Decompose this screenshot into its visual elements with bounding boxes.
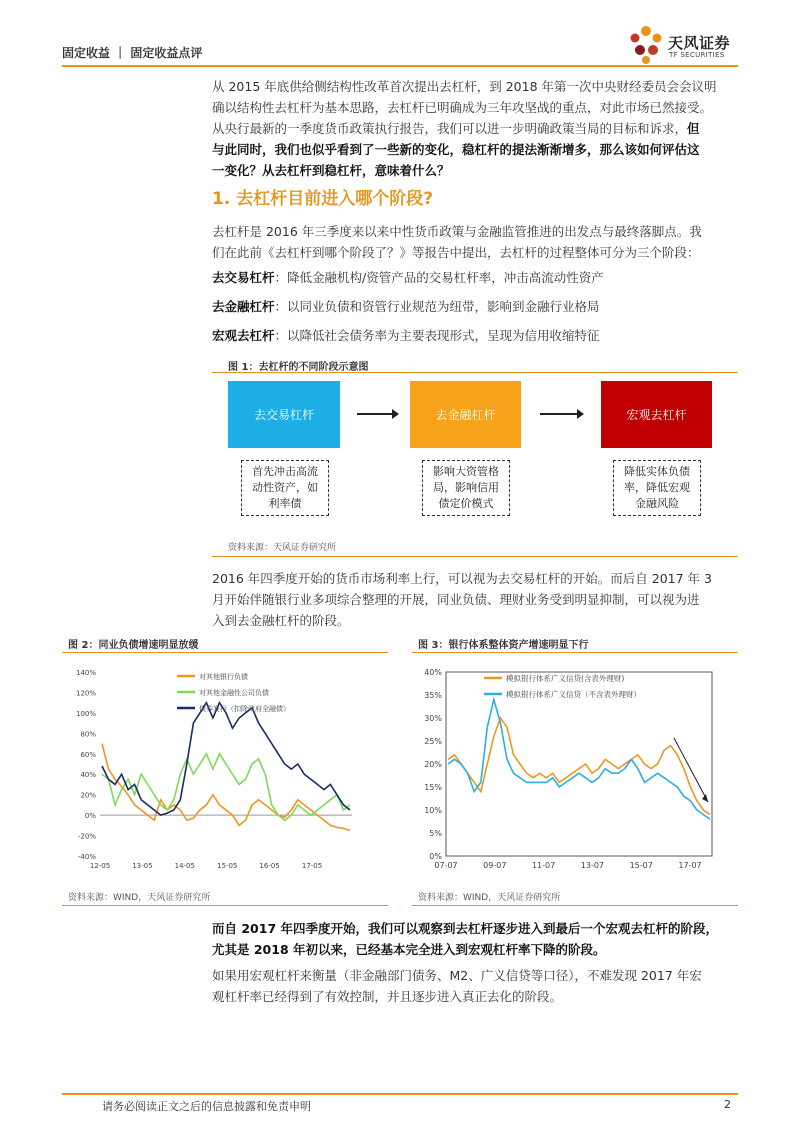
figure1-bottom-rule	[212, 556, 738, 557]
figure3-top-rule	[412, 652, 738, 653]
page-number: 2	[724, 1098, 731, 1111]
diagram-desc-trading	[241, 460, 329, 516]
x-tick-label: 11-07	[531, 861, 556, 870]
para3-bold-line-2: 尤其是 2018 年初以来，已经基本完全进入到宏观杠杆率下降的阶段。	[212, 942, 606, 957]
x-tick-label: 13-05	[132, 862, 153, 870]
desc-macro-line-2: 率，降低宏观	[624, 481, 690, 494]
y-tick-label: 40%	[80, 771, 96, 780]
figure1-source: 资料来源：天风证券研究所	[228, 543, 337, 553]
section-heading: 1. 去杠杆目前进入哪个阶段?	[212, 189, 434, 209]
figure3-title: 图 3：银行体系整体资产增速明显下行	[418, 640, 589, 651]
y-tick-label: 35%	[424, 691, 442, 700]
intro-paragraph	[212, 76, 738, 181]
x-tick-label: 09-07	[483, 861, 507, 870]
y-tick-label: 30%	[424, 714, 442, 723]
diagram-box-trading-label: 去交易杠杆	[253, 408, 314, 422]
x-tick-label: 14-05	[174, 862, 195, 870]
stage-item-2-desc: ：以同业负债和资管行业规范为纽带，影响到金融行业格局	[274, 299, 600, 314]
intro-line-1: 从 2015 年底供给侧结构性改革首次提出去杠杆，到 2018 年第一次中央财经委员会会议明	[212, 79, 717, 94]
figure3-bottom-rule	[412, 905, 738, 906]
y-tick-label: 5%	[429, 829, 442, 838]
diagram-desc-financial	[422, 460, 510, 516]
stage-item-3	[212, 325, 738, 346]
y-tick-label: 15%	[424, 783, 442, 792]
x-tick-label: 17-07	[678, 861, 702, 870]
diagram-box-macro	[601, 381, 712, 448]
x-tick-label: 16-05	[259, 862, 280, 870]
intro-line-2: 确以结构性去杠杆为基本思路，去杠杆已明确成为三年攻坚战的重点，对此市场已然接受。	[212, 100, 713, 115]
intro-line-3	[212, 118, 738, 139]
diagram-box-macro-label: 宏观去杠杆	[626, 408, 687, 422]
y-tick-label: 0%	[429, 852, 442, 861]
y-tick-label: 120%	[75, 689, 96, 698]
section1-line-2: 们在此前《去杠杆到哪个阶段了？》等报告中提出，去杠杆的过程整体可分为三个阶段：	[212, 245, 700, 260]
header-title: 固定收益 ｜ 固定收益点评	[62, 46, 203, 60]
y-tick-label: 20%	[80, 791, 96, 800]
stage-item-1-label: 去交易杠杆	[212, 270, 275, 285]
para4-line-2: 观杠杆率已经得到了有效控制，并且逐步进入真正去化的阶段。	[212, 989, 563, 1004]
x-tick-label: 17-05	[301, 862, 323, 870]
diagram-box-financial-label: 去金融杠杆	[435, 408, 496, 422]
y-tick-label: 10%	[424, 806, 442, 815]
figure1-title: 图 1：去杠杆的不同阶段示意图	[228, 362, 369, 373]
figure2-source: 资料来源：WIND，天风证券研究所	[68, 893, 211, 903]
y-tick-label: 140%	[75, 669, 96, 677]
desc-financial-line-2: 局，影响信用	[433, 481, 499, 494]
paragraph-4	[212, 965, 738, 1007]
stage-item-1	[212, 267, 738, 288]
desc-macro-line-3: 金融风险	[635, 497, 679, 510]
desc-trading-line-1: 首先冲击高流	[252, 465, 318, 478]
y-tick-label: 20%	[424, 760, 442, 769]
series-line-2	[102, 703, 350, 815]
x-tick-label: 15-05	[217, 862, 238, 870]
x-tick-label: 15-07	[629, 861, 653, 870]
intro-bold-line-1: 与此同时，我们也似乎看到了一些新的变化，稳杠杆的提法渐渐增多，那么该如何评估这	[212, 142, 700, 157]
desc-financial-line-3: 债定价模式	[438, 497, 494, 510]
arrow-right-icon	[540, 413, 578, 415]
diagram-desc-macro	[613, 460, 701, 516]
arrow-right-icon	[357, 413, 393, 415]
section1-paragraph	[212, 221, 738, 263]
desc-financial-line-1: 影响大资管格	[433, 465, 499, 478]
legend-label: 对其他银行负债	[199, 673, 248, 681]
intro-bold-line-2: 一变化？从去杠杆到稳杠杆，意味着什么？	[212, 163, 450, 178]
figure3-chart	[412, 656, 738, 880]
figure3-source: 资料来源：WIND，天风证券研究所	[418, 893, 561, 903]
stage-list	[212, 267, 738, 346]
company-logo	[626, 22, 742, 66]
y-tick-label: 80%	[80, 730, 96, 739]
figure2-title: 图 2：同业负债增速明显放缓	[68, 640, 199, 651]
chart-frame	[446, 672, 712, 856]
section1-line-1: 去杠杆是 2016 年三季度来以来中性货币政策与金融监管推进的出发点与最终落脚点。我	[212, 224, 702, 239]
legend-label: 模拟银行体系广义信贷（不含表外理财）	[506, 690, 641, 699]
intro-bold-tail: 但	[687, 121, 700, 136]
para3-bold-line-1: 而自 2017 年四季度开始，我们可以观察到去杠杆逐步进入到最后一个宏观去杠杆的阶段，	[212, 921, 718, 936]
stage-item-1-desc: ：降低金融机构/资管产品的交易杠杆率，冲击高流动性资产	[274, 270, 604, 285]
desc-trading-line-2: 动性资产，如	[252, 481, 318, 494]
y-tick-label: 40%	[424, 668, 442, 677]
logo-mark-icon	[626, 22, 666, 66]
figure2-chart	[62, 656, 388, 880]
trend-arrow-icon	[674, 738, 708, 802]
x-tick-label: 07-07	[434, 861, 458, 870]
figure2-bottom-rule	[62, 905, 388, 906]
legend-label: 对其他金融性公司负债	[199, 689, 269, 697]
logo-text: 天风证券	[668, 34, 731, 52]
diagram-box-trading	[228, 381, 340, 448]
x-tick-label: 12-05	[89, 862, 111, 870]
y-tick-label: -20%	[77, 832, 96, 841]
paragraph-3	[212, 918, 738, 960]
paragraph-2	[212, 568, 738, 631]
trend-arrowhead-icon	[702, 794, 708, 802]
y-tick-label: 0%	[84, 812, 96, 821]
stage-item-3-desc: ：以降低社会债务率为主要表现形式，呈现为信用收缩特征	[274, 328, 600, 343]
y-tick-label: -40%	[77, 853, 96, 861]
para2-line-2: 月开始伴随银行业多项综合整理的开展，同业负债、理财业务受到明显抑制，可以视为进	[212, 592, 700, 607]
y-tick-label: 100%	[75, 709, 96, 718]
y-tick-label: 25%	[424, 737, 442, 746]
legend-label: 债券发行（扣除政府全融债）	[199, 705, 290, 713]
intro-line-3-text: 从央行最新的一季度货币政策执行报告，我们可以进一步明确政策当局的目标和诉求，	[212, 121, 688, 136]
stage-item-2	[212, 296, 738, 317]
logo-subtext: TF SECURITIES	[669, 51, 725, 59]
diagram-box-financial	[410, 381, 521, 448]
figure1-top-rule	[212, 372, 738, 373]
header-divider	[62, 65, 738, 67]
desc-trading-line-3: 利率债	[268, 497, 302, 510]
series-line-0	[102, 744, 350, 831]
para2-line-3: 入到去金融杠杆的阶段。	[212, 613, 350, 628]
series-line-1	[448, 700, 710, 820]
y-tick-label: 60%	[80, 750, 96, 759]
legend-label: 模拟银行体系广义信贷(含表外理财)	[506, 674, 625, 683]
x-tick-label: 13-07	[580, 861, 605, 870]
para2-line-1: 2016 年四季度开始的货币市场利率上行，可以视为去交易杠杆的开始。而后自 2017 年 3	[212, 571, 712, 586]
footer-divider	[62, 1093, 738, 1095]
stage-item-3-label: 宏观去杠杆	[212, 328, 275, 343]
desc-macro-line-1: 降低实体负债	[624, 465, 690, 478]
stage-item-2-label: 去金融杠杆	[212, 299, 275, 314]
footer-disclaimer: 请务必阅读正文之后的信息披露和免责申明	[102, 1100, 311, 1113]
figure2-top-rule	[62, 652, 388, 653]
para4-line-1: 如果用宏观杠杆来衡量（非金融部门债务、M2、广义信贷等口径），不难发现 2017 年宏	[212, 968, 702, 983]
